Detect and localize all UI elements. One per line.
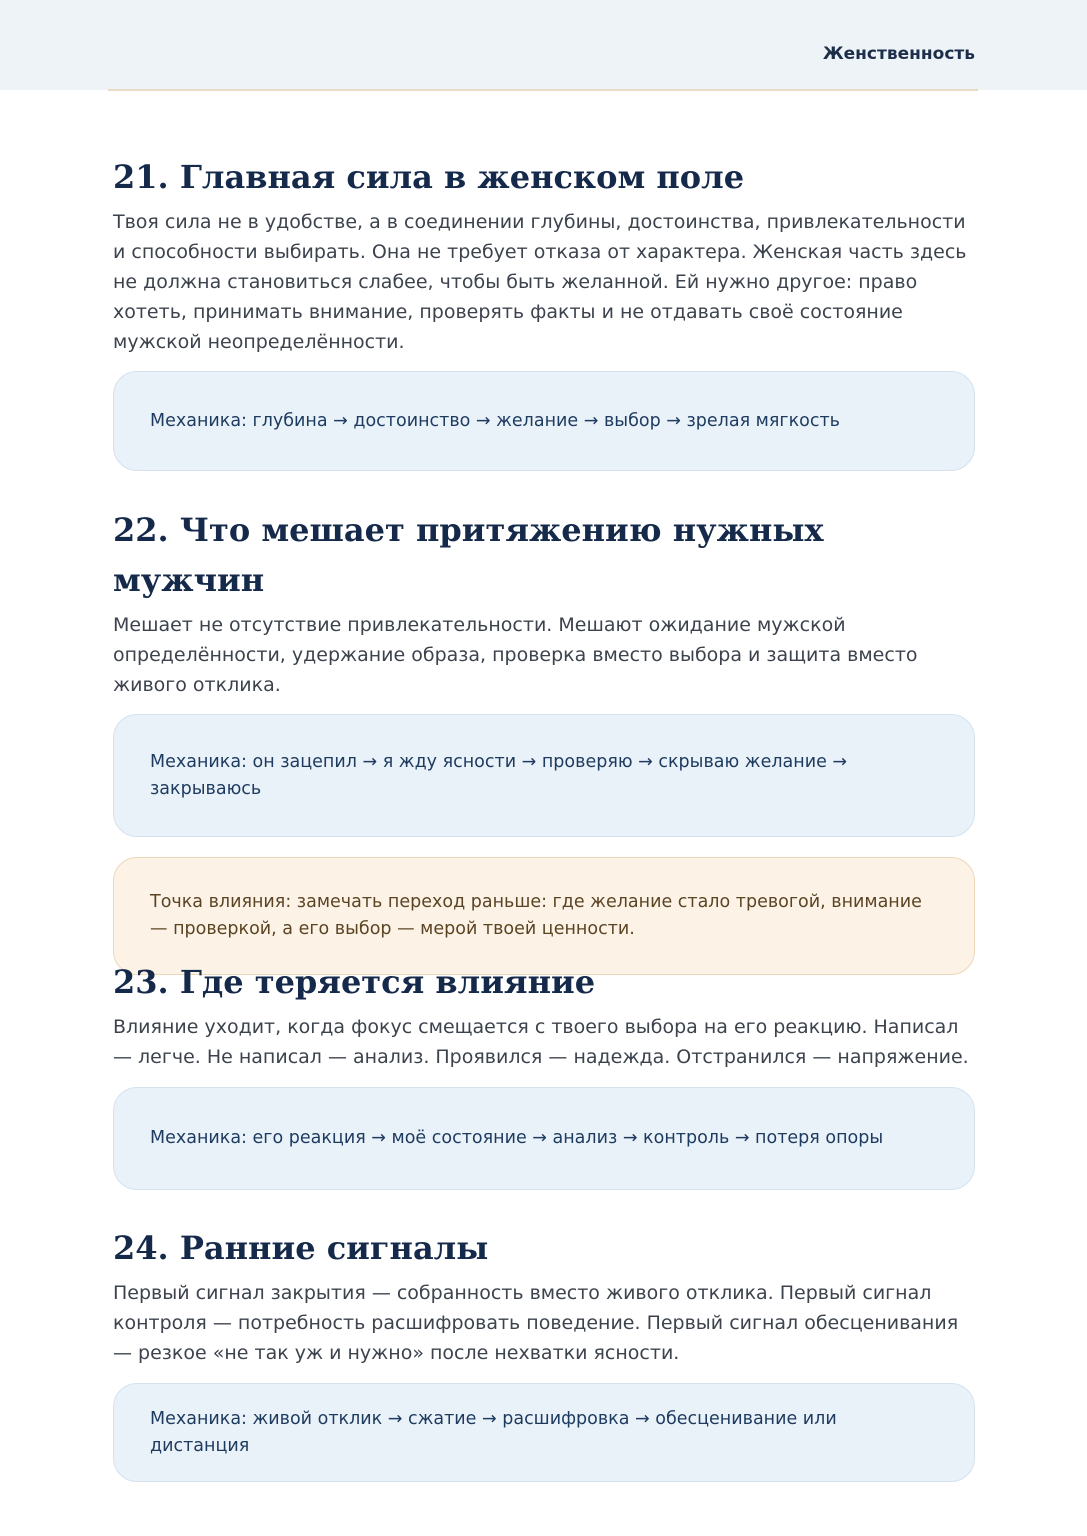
- header-title: Женственность: [822, 44, 975, 64]
- section-21: [113, 152, 975, 471]
- section-title: 21. Главная сила в женском поле: [113, 158, 745, 196]
- mechanics-text: Механика: он зацепил → я жду ясности → проверяю → скрываю желание → закрываюсь: [150, 751, 848, 799]
- section-24: [113, 1223, 975, 1482]
- section-body: Первый сигнал закрытия — собранность вместо живого отклика. Первый сигнал контроля — потребность расшифровать поведение. Первый сигнал обесценивания — резкое «не так уж и нужно» после нехватки ясности.: [113, 1282, 959, 1364]
- mechanics-text: Механика: его реакция → моё состояние → анализ → контроль → потеря опоры: [150, 1128, 884, 1148]
- mechanics-callout: [113, 714, 975, 837]
- section-body: Мешает не отсутствие привлекательности. Мешают ожидание мужской определённости, удержание образа, проверка вместо выбора и защита вместо живого отклика.: [113, 614, 918, 696]
- header-divider: [108, 89, 978, 91]
- section-title: 23. Где теряется влияние: [113, 963, 596, 1001]
- mechanics-callout: [113, 1383, 975, 1482]
- mechanics-text: Механика: глубина → достоинство → желание → выбор → зрелая мягкость: [150, 410, 840, 431]
- mechanics-text: Механика: живой отклик → сжатие → расшифровка → обесценивание или дистанция: [150, 1408, 837, 1456]
- mechanics-callout: [113, 1087, 975, 1190]
- section-body: Твоя сила не в удобстве, а в соединении глубины, достоинства, привлекательности и способности выбирать. Она не требует отказа от характера. Женская часть здесь не должна становиться слабее, чтобы быть желанной. Ей нужно другое: право хотеть, принимать внимание, проверять факты и не отдавать своё состояние мужской неопределённости.: [113, 211, 967, 353]
- section-title: 22. Что мешает притяжению нужных мужчин: [113, 511, 824, 599]
- section-23: [113, 957, 975, 1190]
- mechanics-callout: [113, 371, 975, 471]
- section-body: Влияние уходит, когда фокус смещается с твоего выбора на его реакцию. Написал — легче. Не написал — анализ. Проявился — надежда. Отстранился — напряжение.: [113, 1016, 969, 1068]
- section-title: 24. Ранние сигналы: [113, 1229, 489, 1267]
- section-22: [113, 505, 975, 975]
- influence-text: Точка влияния: замечать переход раньше: где желание стало тревогой, внимание — проверкой, а его выбор — мерой твоей ценности.: [150, 892, 922, 939]
